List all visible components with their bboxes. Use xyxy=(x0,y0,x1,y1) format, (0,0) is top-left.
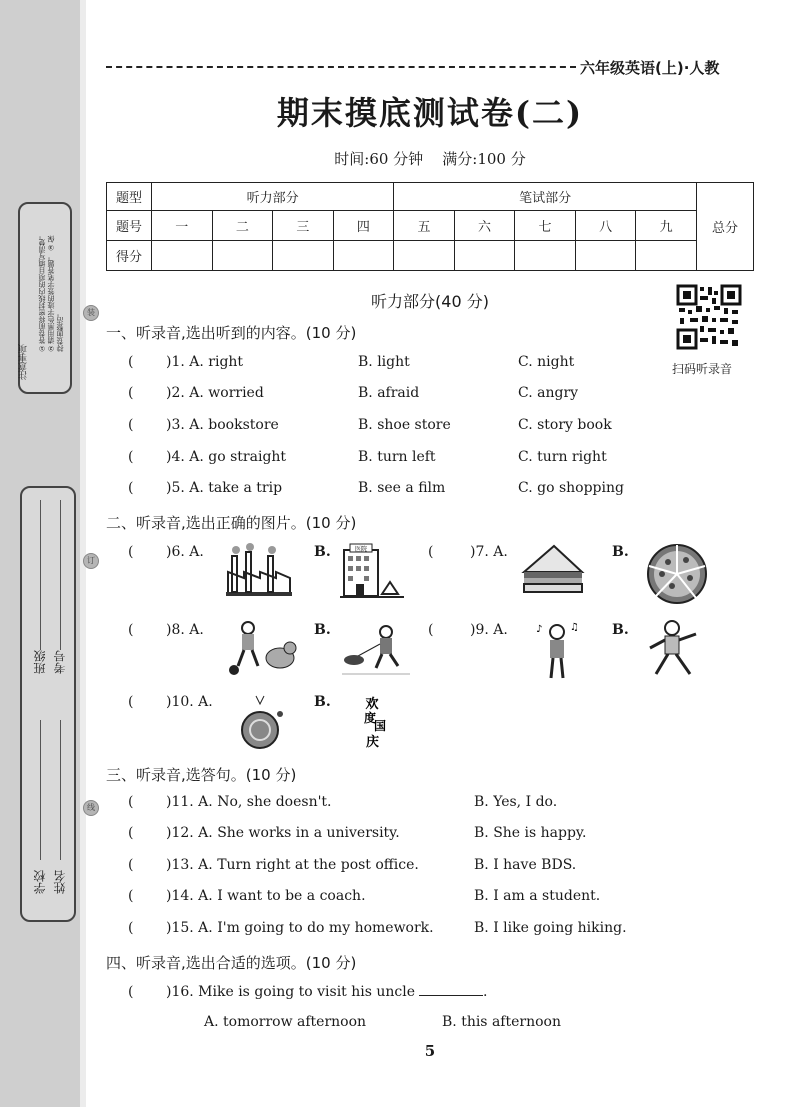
listening-heading: 听力部分(40 分) xyxy=(371,292,489,311)
score-cell[interactable] xyxy=(212,241,273,271)
answer-paren[interactable]: ( xyxy=(128,857,134,873)
fill-line xyxy=(60,500,61,650)
svg-text:♪: ♪ xyxy=(536,624,543,635)
total-header: 总分 xyxy=(697,183,754,271)
picture-question-row: ( )6. A. B. 医院 ( )7. A. B. xyxy=(106,540,746,610)
score-table xyxy=(106,182,754,271)
national-day-image[interactable] xyxy=(352,692,392,752)
boy-walking-dog-image[interactable] xyxy=(340,622,412,678)
question-row: ( )15. A. I'm going to do my homework. B. I like going hiking. xyxy=(128,920,627,936)
score-cell[interactable] xyxy=(394,241,455,271)
page-number: 5 xyxy=(424,1042,436,1060)
score-cell[interactable] xyxy=(636,241,697,271)
hospital-image[interactable] xyxy=(338,542,406,600)
name-field-label: 姓名 xyxy=(53,870,67,894)
score-cell[interactable] xyxy=(152,241,213,271)
time-label: 时间:60 分钟 xyxy=(334,150,424,168)
boy-kungfu-image[interactable] xyxy=(646,618,702,680)
section3-heading: 三、听录音,选答句。(10 分) xyxy=(106,766,297,784)
section-number: 五 xyxy=(394,211,455,241)
factory-image[interactable] xyxy=(224,542,294,600)
section2-heading: 二、听录音,选出正确的图片。(10 分) xyxy=(106,514,357,532)
section-number: 八 xyxy=(575,211,636,241)
student-info-box xyxy=(20,486,76,922)
svg-text:国: 国 xyxy=(374,719,387,733)
answer-paren[interactable]: ( xyxy=(128,622,134,638)
fill-line xyxy=(40,720,41,860)
score-cell[interactable] xyxy=(273,241,334,271)
qr-code-icon[interactable] xyxy=(676,284,742,350)
notice-text: ①答卷前将密封线内的项目填写清楚。 ②请用黑色字迹的签字笔答题。 ③保持卷面整洁。 xyxy=(38,232,64,352)
answer-blank[interactable] xyxy=(419,995,483,996)
header-dash-line xyxy=(106,66,576,68)
question-row: ( )4. A. go straight B. turn left C. turn right xyxy=(128,449,607,465)
section-number: 六 xyxy=(454,211,515,241)
svg-text:欢: 欢 xyxy=(365,697,379,712)
sandwich-image[interactable] xyxy=(520,542,586,600)
answer-paren[interactable]: ( xyxy=(128,888,134,904)
exam-title: 期末摸底测试卷(二) xyxy=(276,94,584,132)
question-row: ( )16. Mike is going to visit his uncle . xyxy=(128,984,488,1000)
answer-paren[interactable]: ( xyxy=(128,825,134,841)
section-number: 四 xyxy=(333,211,394,241)
answer-paren[interactable]: ( xyxy=(128,794,134,810)
question-row: ( )14. A. I want to be a coach. B. I am a student. xyxy=(128,888,601,904)
answer-paren[interactable]: ( xyxy=(128,385,134,401)
section4-heading: 四、听录音,选出合适的选项。(10 分) xyxy=(106,954,357,972)
answer-paren[interactable]: ( xyxy=(428,622,434,638)
answer-paren[interactable]: ( xyxy=(128,920,134,936)
girl-singing-image[interactable] xyxy=(532,620,582,682)
pizza-image[interactable] xyxy=(644,542,710,604)
question-row: ( )2. A. worried B. afraid C. angry xyxy=(128,385,579,401)
section-number: 九 xyxy=(636,211,697,241)
section-number: 二 xyxy=(212,211,273,241)
svg-text:医院: 医院 xyxy=(354,546,368,553)
written-header: 笔试部分 xyxy=(394,183,697,211)
options-row: A. tomorrow afternoon B. this afternoon xyxy=(204,1014,561,1030)
qr-caption: 扫码听录音 xyxy=(672,362,733,376)
binding-mark: 线 xyxy=(83,800,99,816)
answer-paren[interactable]: ( xyxy=(128,984,134,1000)
section1-heading: 一、听录音,选出听到的内容。(10 分) xyxy=(106,324,357,342)
class-field-label: 班级 xyxy=(33,650,47,674)
answer-paren[interactable]: ( xyxy=(128,694,134,710)
time-score-line xyxy=(0,148,800,169)
score-label: 满分:100 分 xyxy=(442,150,526,168)
binding-mark: 订 xyxy=(83,553,99,569)
exam-number-field-label: 考号 xyxy=(53,650,67,674)
score-cell[interactable] xyxy=(454,241,515,271)
question-row: ( )12. A. She works in a university. B. She is happy. xyxy=(128,825,587,841)
score-cell[interactable] xyxy=(575,241,636,271)
question-row: ( )11. A. No, she doesn't. B. Yes, I do. xyxy=(128,794,558,810)
section-number: 七 xyxy=(515,211,576,241)
fill-line xyxy=(60,720,61,860)
answer-paren[interactable]: ( xyxy=(128,544,134,560)
row-label-number: 题号 xyxy=(107,211,152,241)
answer-paren[interactable]: ( xyxy=(128,449,134,465)
answer-paren[interactable]: ( xyxy=(128,480,134,496)
question-row: ( )3. A. bookstore B. shoe store C. story book xyxy=(128,417,612,433)
picture-question-row: ( )10. A. B. 欢 度 国 庆 xyxy=(106,690,746,760)
answer-paren[interactable]: ( xyxy=(128,354,134,370)
row-label-type: 题型 xyxy=(107,183,152,211)
school-field-label: 学校 xyxy=(33,870,47,894)
listening-header: 听力部分 xyxy=(152,183,394,211)
score-cell[interactable] xyxy=(515,241,576,271)
answer-paren[interactable]: ( xyxy=(128,417,134,433)
section-number: 三 xyxy=(273,211,334,241)
binding-mark: 装 xyxy=(83,305,99,321)
svg-text:庆: 庆 xyxy=(366,735,380,750)
boy-with-dog-image[interactable] xyxy=(226,618,306,678)
answer-paren[interactable]: ( xyxy=(428,544,434,560)
fill-line xyxy=(40,500,41,650)
row-label-score: 得分 xyxy=(107,241,152,271)
question-row: ( )1. A. right B. light C. night xyxy=(128,354,575,370)
book-title: 六年级英语(上)·人教 xyxy=(580,59,720,77)
question-row: ( )5. A. take a trip B. see a film C. go shopping xyxy=(128,480,624,496)
section-number: 一 xyxy=(152,211,213,241)
picture-question-row: ( )8. A. B. ( )9. A. ♪ ♫ B. xyxy=(106,616,746,686)
svg-text:度: 度 xyxy=(364,711,377,725)
score-cell[interactable] xyxy=(333,241,394,271)
question-row: ( )13. A. Turn right at the post office. B. I have BDS. xyxy=(128,857,577,873)
mooncake-image[interactable] xyxy=(236,692,288,752)
notice-label: 注意事项 xyxy=(19,344,29,380)
svg-text:♫: ♫ xyxy=(570,622,579,633)
